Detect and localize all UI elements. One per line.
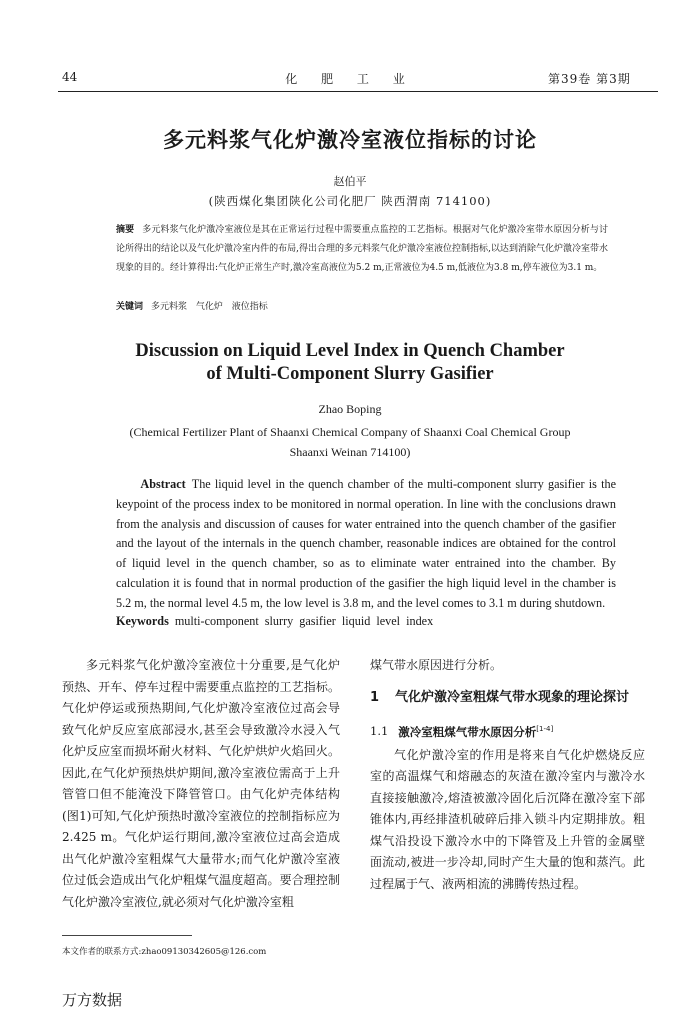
page-number: 44 xyxy=(62,70,78,84)
footnote: 本文作者的联系方式:zhao09130342605@126.com xyxy=(62,947,267,957)
header-rule xyxy=(58,91,658,92)
cn-title: 多元料浆气化炉激冷室液位指标的讨论 xyxy=(163,128,537,152)
en-keywords xyxy=(116,614,433,629)
en-abstract-label: Abstract xyxy=(140,477,186,491)
section-1-heading xyxy=(370,687,645,709)
section-1-1-ref: [1-4] xyxy=(536,724,554,733)
body-right-column xyxy=(370,655,645,895)
en-title-line2: of Multi-Component Slurry Gasifier xyxy=(206,364,494,384)
en-title xyxy=(0,340,700,386)
cn-author: 赵伯平 xyxy=(333,175,367,188)
cn-abstract xyxy=(116,221,608,278)
watermark: 万方数据 xyxy=(62,991,123,1009)
body-right-paragraph: 气化炉激冷室的作用是将来自气化炉燃烧反应室的高温煤气和熔融态的灰渣在激冷室内与激冷水直接接触激冷,熔渣被激冷固化后沉降在激冷室下部锥体内,再经排渣机破碎后排入锁斗内定期排放。粗煤气沿投设下激冷水中的下降管及上升管的金属壁面流动,被进一步冷却,同时产生大量的饱和蒸汽。此过程属于气、液两相流的沸腾传热过程。 xyxy=(370,747,645,891)
section-1-title: 气化炉激冷室粗煤气带水现象的理论探讨 xyxy=(395,689,630,705)
cn-keywords-label: 关键词 xyxy=(116,302,144,312)
body-left-paragraph: 多元料浆气化炉激冷室液位十分重要,是气化炉预热、开车、停车过程中需要重点监控的工艺指标。气化炉停运或预热期间,气化炉激冷室液位过高会导致气化炉反应室底部浸水,甚至会导致激冷水浸入气化炉反应室而损坏耐火材料、气化炉烘炉火焰回火。因此,在气化炉预热烘炉期间,激冷室液位需高于上升管管口但不能淹没下降管管口。由气化炉壳体结构(图1)可知,气化炉预热时激冷室液位的控制指标应为2.425 m。气化炉运行期间,激冷室液位过高会造成出气化炉激冷室粗煤气大量带水;而气化炉激冷室液位过低会造成出气化炉粗煤气温度超高。要合理控制气化炉激冷室液位,就必须对气化炉激冷室粗 xyxy=(62,658,340,909)
issue-info: 第39卷 第3期 xyxy=(548,72,631,86)
cn-keywords-text: 多元料浆 气化炉 液位指标 xyxy=(151,302,268,312)
en-author: Zhao Boping xyxy=(318,402,382,416)
en-affiliation: (Chemical Fertilizer Plant of Shaanxi Chemical Company of Shaanxi Coal Chemical Group Shaanxi Weinan 714100) xyxy=(129,425,571,459)
cn-abstract-label: 摘要 xyxy=(116,225,135,235)
cn-keywords xyxy=(116,299,268,312)
body-right-intro: 煤气带水原因进行分析。 xyxy=(370,658,503,672)
section-1-1-number: 1.1 xyxy=(370,724,389,739)
en-abstract xyxy=(116,475,616,614)
section-1-1-title: 激冷室粗煤气带水原因分析 xyxy=(398,724,537,739)
en-abstract-text: The liquid level in the quench chamber of the multi-component slurry gasifier is the keypoint of the process index to be monitored in normal operation. In line with the conclusions drawn from the analysis and discussion of causes for water entrained into the quench chamber of the gasifier and the layout of the internals in the quench chamber, reasonable indices are obtained for the control of liquid level in the quench chamber, so as to eliminate water entrained into the chamber. By calculation it is found that in normal production of the gasifier the high liquid level in the chamber is 5.2 m, the normal level 4.5 m, the low level is 3.8 m, and the level comes to 3.1 m during shutdown. xyxy=(116,477,616,610)
en-keywords-text: multi-component slurry gasifier liquid level index xyxy=(174,614,434,628)
cn-abstract-text: 多元料浆气化炉激冷室液位是其在正常运行过程中需要重点监控的工艺指标。根据对气化炉激冷室带水原因分析与讨论所得出的结论以及气化炉激冷室内件的布局,得出合理的多元料浆气化炉激冷室液位控制指标,以达到消除气化炉激冷室带水现象的目的。经计算得出:气化炉正常生产时,激冷室高液位为5.2 m,正常液位为4.5 m,低液位为3.8 m,停车液位为3.1 m。 xyxy=(116,225,608,273)
section-1-number: 1 xyxy=(370,689,380,705)
section-1-1-heading xyxy=(370,719,645,743)
journal-name: 化 肥 工 业 xyxy=(285,72,415,86)
body-left-column xyxy=(62,655,340,913)
en-title-line1: Discussion on Liquid Level Index in Quench Chamber xyxy=(135,341,565,361)
footnote-rule xyxy=(62,935,192,936)
cn-affiliation: (陕西煤化集团陕化公司化肥厂 陕西渭南 714100) xyxy=(208,194,492,208)
en-keywords-label: Keywords xyxy=(116,614,169,628)
